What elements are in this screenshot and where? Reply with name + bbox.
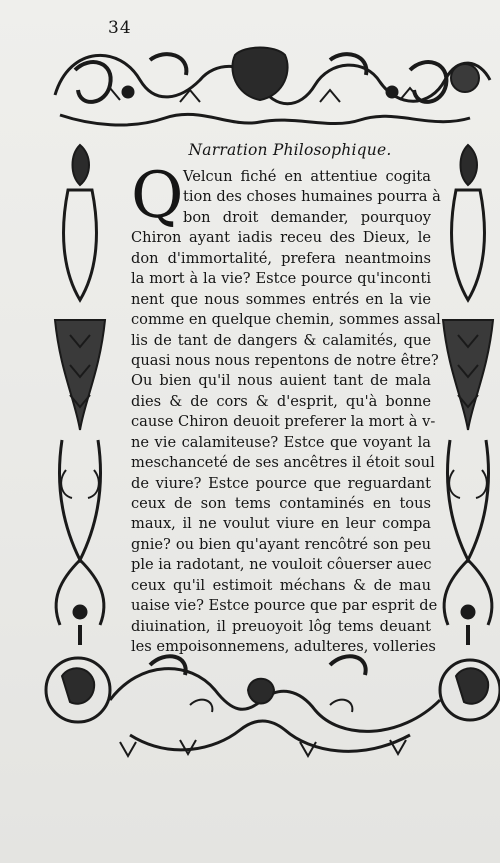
text-line: ne vie calamiteuse? Estce que voyant la — [131, 433, 431, 451]
text-line: la mort à la vie? Estce pource qu'inconti — [131, 270, 431, 288]
text-line: quasi nous nous repentons de notre être? — [131, 351, 439, 369]
text-line: don d'immortalité, prefera neantmoins — [131, 249, 431, 267]
text-line: Chiron ayant iadis receu des Dieux, le — [131, 229, 431, 247]
text-line: Velcun fiché en attentiue cogita — [183, 168, 431, 185]
text-line: bon droit demander, pourquoy — [183, 208, 431, 226]
left-ornamental-border — [55, 145, 105, 645]
bottom-ornamental-border — [46, 656, 500, 756]
text-line: tion des choses humaines pourra à — [183, 188, 441, 206]
right-ornamental-border — [443, 145, 493, 645]
text-line: maux, il ne voulut viure en leur compa — [131, 515, 431, 533]
text-line: cause Chiron deuoit preferer la mort à v- — [131, 413, 436, 431]
text-line: de viure? Estce pource que reguardant — [131, 474, 431, 492]
text-line: gnie? ou bien qu'ayant rencôtré son peu — [131, 535, 431, 553]
text-line: ceux de son tems contaminés en tous — [131, 495, 431, 512]
top-ornamental-border — [55, 48, 490, 126]
text-line: meschanceté de ses ancêtres il étoit soul — [131, 454, 435, 472]
text-line: uaise vie? Estce pource que par esprit de — [131, 597, 438, 615]
chapter-heading: Narration Philosophique. — [188, 141, 392, 159]
text-line: ple ia radotant, ne vouloit côuerser auec — [131, 556, 432, 574]
text-line: diuination, il preuoyoit lôg tems deuant — [131, 617, 431, 635]
text-line: Ou bien qu'il nous auient tant de mala — [131, 372, 431, 390]
text-line: les empoisonnemens, adulteres, volleries — [131, 638, 436, 656]
body-text — [131, 167, 441, 658]
text-line: nent que nous sommes entrés en la vie — [131, 290, 431, 308]
text-line: comme en quelque chemin, sommes assal — [131, 311, 441, 329]
text-line: dies & de cors & d'esprit, qu'à bonne — [131, 392, 431, 410]
drop-cap-initial: Q — [131, 159, 184, 233]
text-line: ceux qu'il estimoit méchans & de mau — [131, 576, 431, 594]
text-line: lis de tant de dangers & calamités, que — [131, 331, 431, 349]
page-number: 34 — [108, 18, 132, 38]
